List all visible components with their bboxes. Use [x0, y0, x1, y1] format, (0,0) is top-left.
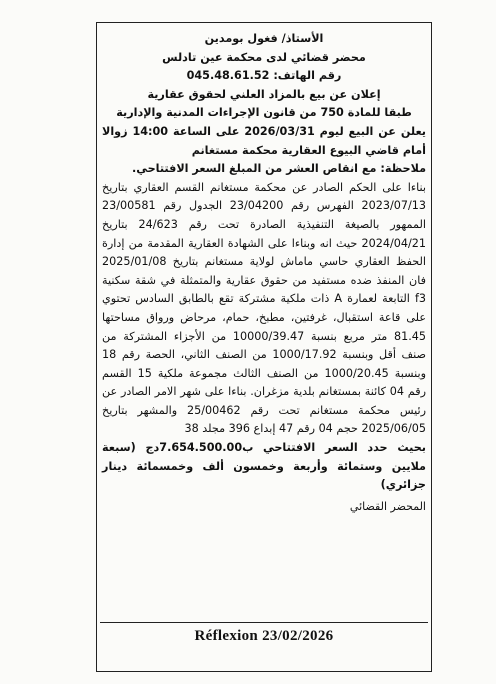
publication-line: Réflexion 23/02/2026 [194, 628, 334, 644]
footer-divider [100, 622, 428, 623]
legal-basis: طبقا للمادة 750 من قانون الإجراءات المدنية والإدارية [116, 106, 412, 120]
opening-price: بحيث حدد السعر الافتتاحي ب7.654.500.00دج (سبعة ملايين وستمائة وأربعة وخمسون ألف وخمسمائة دينار جزائري) [102, 441, 426, 492]
bailiff-name: الأستاذ/ فغول بومدين [204, 32, 324, 45]
price-reduction-note: ملاحظة: مع انقاص العشر من المبلغ السعر الافتتاحي. [132, 162, 426, 176]
phone-number: رقم الهاتف: 045.48.61.52 [186, 69, 342, 83]
notice-title: إعلان عن بيع بالمزاد العلني لحقوق عقارية [147, 87, 381, 101]
bailiff-office: محضر قضائي لدى محكمة عين تادلس [162, 50, 366, 64]
legal-notice [102, 30, 426, 516]
case-details: بناءا على الحكم الصادر عن محكمة مستغانم القسم العقاري بتاريخ 2023/07/13 الفهرس رقم 23/04200 الجدول رقم 23/00581 الممهور بالصيغة التنفيذية الصادرة تحت رقم 24/623 بتاريخ 2024/04/21 حيث انه وبناءا على الشهادة العقارية المقدمة من إدارة الحفظ العقاري حاسي ماماش لولاية مستغانم بتاريخ 2025/01/08 فان المنفذ ضده مستفيد من حقوق عقارية والمتمثلة في شقة سكنية f3 التابعة لعمارة A ذات ملكية مشتركة تقع بالطابق السادس تحتوي على قاعة استقبال، غرفتين، مطبخ، حمام، مرحاض ورواق مساحتها 81.45 متر مربع بنسبة 10000/39.47 من الأجزاء المشتركة من صنف أقل وبنسبة 1000/17.92 من الصنف الثاني، الحصة رقم 18 وبنسبة 1000/20.45 من الصنف الثالث مجموعة ملكية 15 القسم رقم 04 كائنة بمستغانم بلدية مزغران. بناءا على شهر الامر الصادر عن رئيس محكمة مستغانم تحت رقم 25/00462 والمشهر بتاريخ 2025/06/05 حجم 04 رقم 47 إبداع 396 مجلد 38 [102, 180, 427, 436]
signature-line: المحضر القضائي [349, 499, 426, 513]
sale-announcement: يعلن عن البيع ليوم 2026/03/31 على الساعة 14:00 زوالا أمام قاضي البيوع العقارية محكمة مستغانم [102, 124, 426, 157]
